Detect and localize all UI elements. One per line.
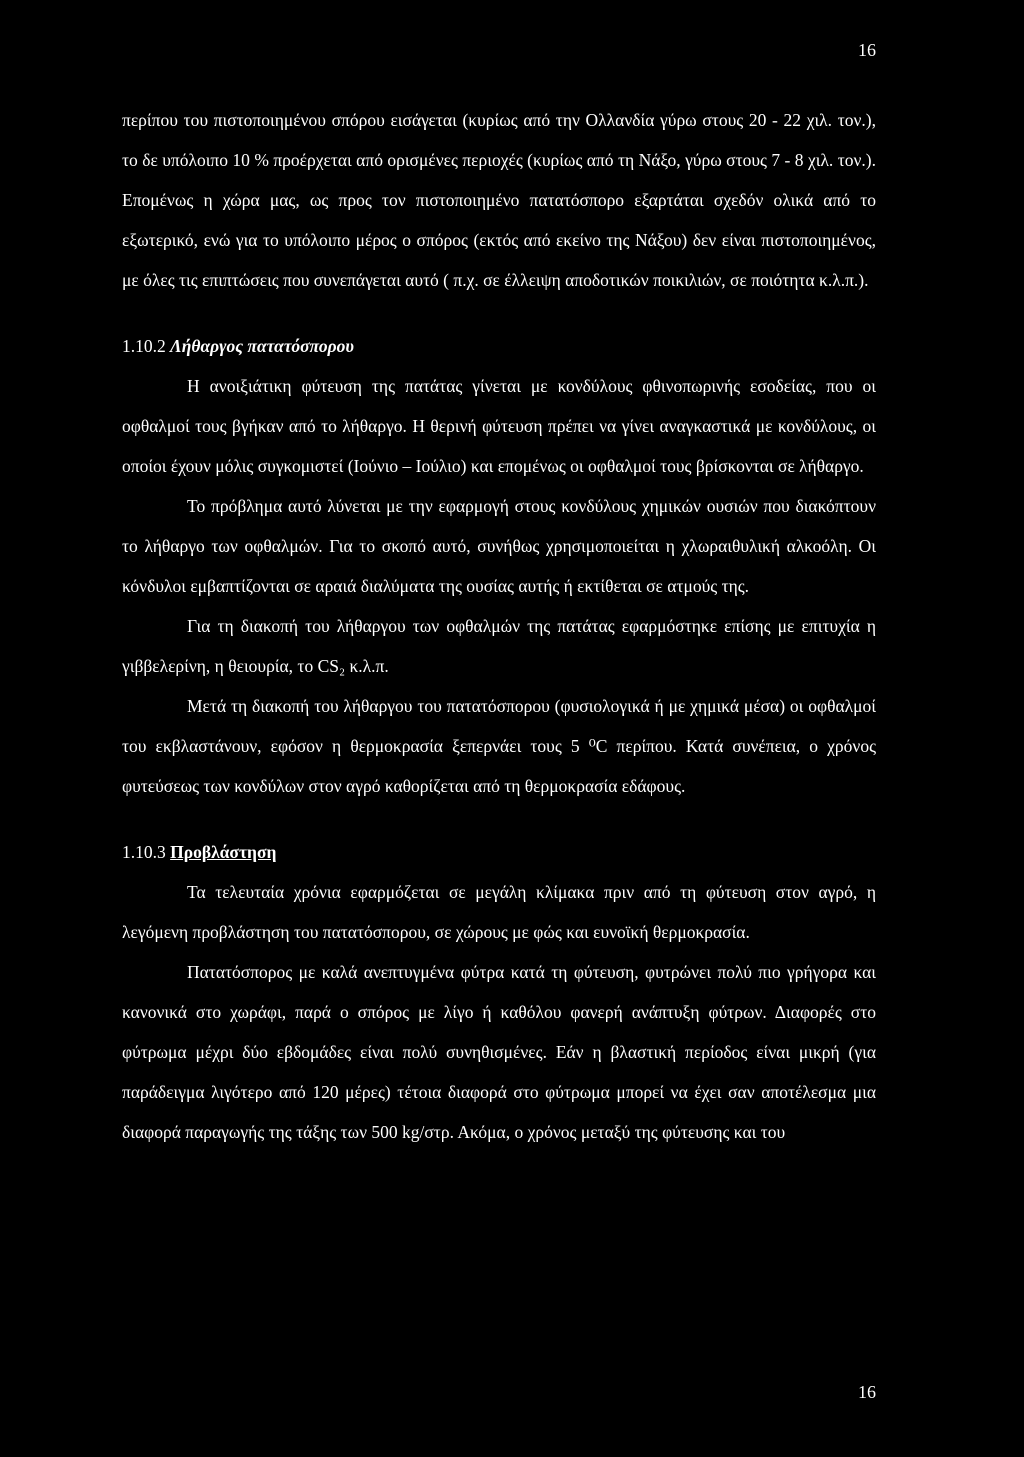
section-number: 1.10.3 [122, 842, 166, 862]
intro-paragraph: περίπου του πιστοποιημένου σπόρου εισάγεται (κυρίως από την Ολλανδία γύρω στους 20 - 22 χιλ. τον.), το δε υπόλοιπο 10 % προέρχεται από ορισμένες περιοχές (κυρίως από τη Νάξο, γύρω στους 7 - 8 χιλ. τον.). Επομένως η χώρα μας, ως προς τον πιστοποιημένο πατατόσπορο εξαρτάται σχεδόν ολικά από το εξωτερικό, ενώ για το υπόλοιπο μέρος ο σπόρος (εκτός από εκείνο της Νάξου) δεν είναι πιστοποιημένος, με όλες τις επιπτώσεις που συνεπάγεται αυτό ( π.χ. σε έλλειψη αποδοτικών ποικιλιών, σε ποιότητα κ.λ.π.). [122, 110, 876, 290]
page-number-bottom: 16 [858, 1382, 876, 1402]
paragraph: Η ανοιξιάτικη φύτευση της πατάτας γίνεται με κονδύλους φθινοπωρινής εσοδείας, που οι οφθαλμοί τους βγήκαν από το λήθαργο. Η θερινή φύτευση πρέπει να γίνει αναγκαστικά με κονδύλους, οι οποίοι έχουν μόλις συγκομιστεί (Ιούνιο – Ιούλιο) και επομένως οι οφθαλμοί τους βρίσκονται σε λήθαργο. [122, 376, 876, 476]
section-heading-1-10-2 [122, 326, 876, 366]
section-heading-1-10-3 [122, 832, 876, 872]
paragraph: Το πρόβλημα αυτό λύνεται με την εφαρμογή στους κονδύλους χημικών ουσιών που διακόπτουν το λήθαργο των οφθαλμών. Για το σκοπό αυτό, συνήθως χρησιμοποιείται η χλωραιθυλική αλκοόλη. Οι κόνδυλοι εμβαπτίζονται σε αραιά διαλύματα της ουσίας αυτής ή εκτίθεται σε ατμούς της. [122, 496, 876, 596]
page-number-top: 16 [858, 40, 876, 60]
document-body [122, 100, 876, 1152]
paragraph: Για τη διακοπή του λήθαργου των οφθαλμών της πατάτας εφαρμόστηκε επίσης με επιτυχία η γιββελερίνη, η θειουρία, το CS₂ κ.λ.π. [122, 616, 876, 676]
section-title: Προβλάστηση [170, 842, 277, 862]
paragraph: Τα τελευταία χρόνια εφαρμόζεται σε μεγάλη κλίμακα πριν από τη φύτευση στον αγρό, η λεγόμενη προβλάστηση του πατατόσπορου, σε χώρους με φώς και ευνοϊκή θερμοκρασία. [122, 882, 876, 942]
paragraph: Πατατόσπορος με καλά ανεπτυγμένα φύτρα κατά τη φύτευση, φυτρώνει πολύ πιο γρήγορα και κανονικά στο χωράφι, παρά ο σπόρος με λίγο ή καθόλου φανερή ανάπτυξη φύτρων. Διαφορές στο φύτρωμα μέχρι δύο εβδομάδες είναι πολύ συνηθισμένες. Εάν η βλαστική περίοδος είναι μικρή (για παράδειγμα λιγότερο από 120 μέρες) τέτοια διαφορά στο φύτρωμα μπορεί να έχει σαν αποτέλεσμα μια διαφορά παραγωγής της τάξης των 500 kg/στρ. Ακόμα, ο χρόνος μεταξύ της φύτευσης και του [122, 962, 876, 1142]
section-number: 1.10.2 [122, 336, 166, 356]
section-title: Λήθαργος πατατόσπορου [170, 336, 354, 356]
paragraph: Μετά τη διακοπή του λήθαργου του πατατόσπορου (φυσιολογικά ή με χημικά μέσα) οι οφθαλμοί του εκβλαστάνουν, εφόσον η θερμοκρασία ξεπερνάει τους 5 ⁰C περίπου. Κατά συνέπεια, ο χρόνος φυτεύσεως των κονδύλων στον αγρό καθορίζεται από τη θερμοκρασία εδάφους. [122, 696, 876, 796]
